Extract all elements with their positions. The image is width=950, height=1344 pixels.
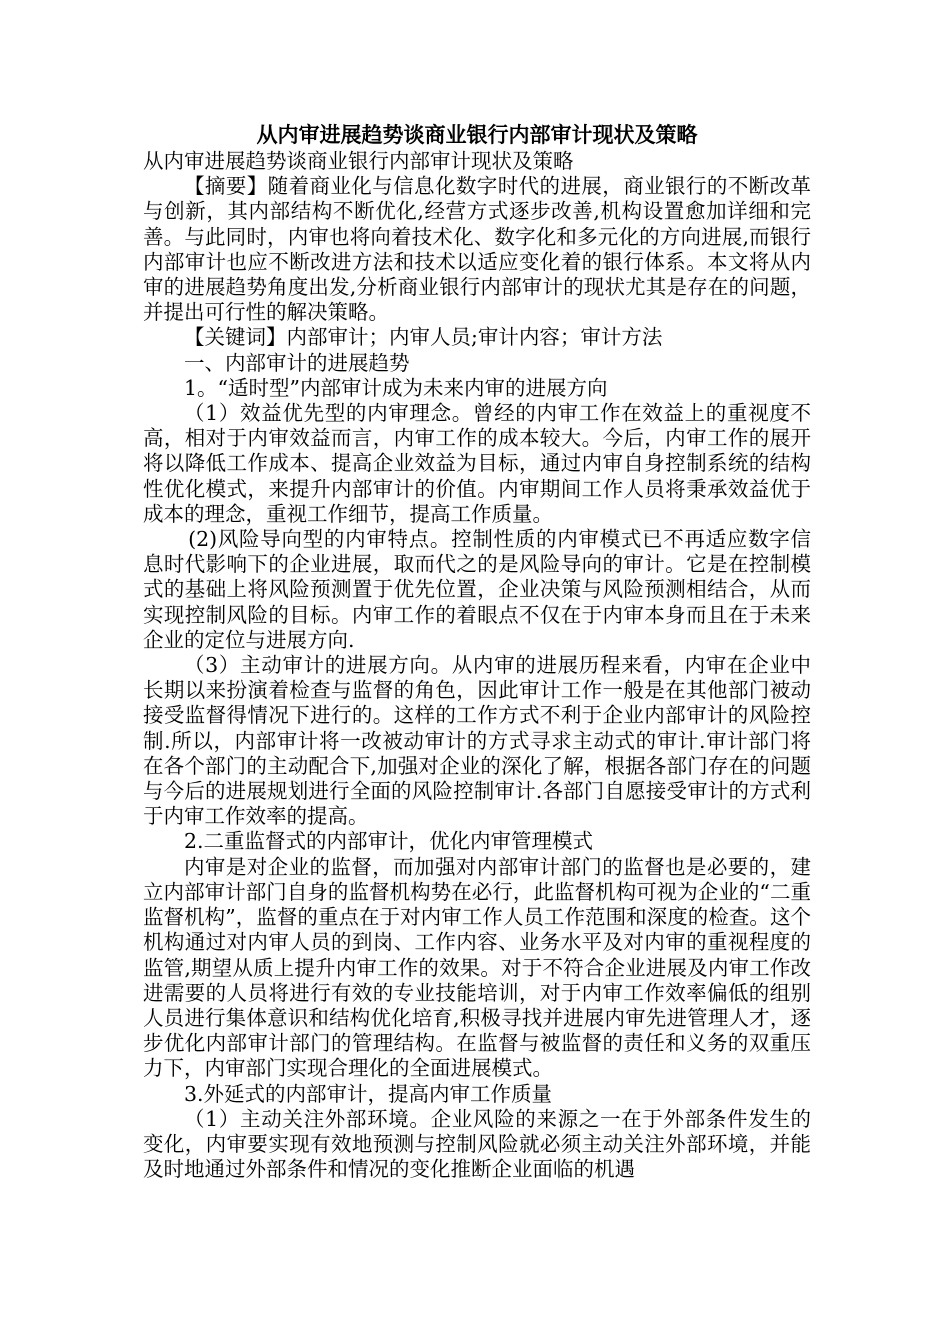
subsection-heading-3: 3.外延式的内部审计，提高内审工作质量 xyxy=(184,1081,553,1106)
paragraph-3-1: （1）主动关注外部环境。企业风险的来源之一在于外部条件发生的变化，内审要实现有效地预测与控制风险就必须主动关注外部环境，并能及时地通过外部条件和情况的变化推断企业面临的机遇 xyxy=(143,1106,811,1182)
document-body xyxy=(143,121,811,1182)
document-subtitle: 从内审进展趋势谈商业银行内部审计现状及策略 xyxy=(143,149,574,173)
section-heading-1: 一、内部审计的进展趋势 xyxy=(184,350,410,375)
paragraph-1-3: （3）主动审计的进展方向。从内审的进展历程来看，内审在企业中长期以来扮演着检查与监督的角色，因此审计工作一般是在其他部门被动接受监督得情况下进行的。这样的工作方式不利于企业内部审计的风险控制.所以，内部审计将一改被动审计的方式寻求主动式的审计.审计部门将在各个部门的主动配合下,加强对企业的深化了解，根据各部门存在的问题与今后的进展规划进行全面的风险控制审计.各部门自愿接受审计的方式利于内审工作效率的提高。 xyxy=(143,653,811,829)
paragraph-2-1: 内审是对企业的监督，而加强对内部审计部门的监督也是必要的，建立内部审计部门自身的监督机构势在必行，此监督机构可视为企业的“二重监督机构”，监督的重点在于对内审工作人员工作范围和深度的检查。这个机构通过对内审人员的到岗、工作内容、业务水平及对内审的重视程度的监管,期望从质上提升内审工作的效果。对于不符合企业进展及内审工作改进需要的人员将进行有效的专业技能培训，对于内审工作效率偏低的组别人员进行集体意识和结构优化培育,积极寻找并进展内审先进管理人才，逐步优化内部审计部门的管理结构。在监督与被监督的责任和义务的双重压力下，内审部门实现合理化的全面进展模式。 xyxy=(143,854,811,1081)
paragraph-1-2: (2)风险导向型的内审特点。控制性质的内审模式已不再适应数字信息时代影响下的企业进展，取而代之的是风险导向的审计。它是在控制模式的基础上将风险预测置于优先位置，企业决策与风险预测相结合，从而实现控制风险的目标。内审工作的着眼点不仅在于内审本身而且在于未来企业的定位与进展方向. xyxy=(143,527,811,652)
abstract-paragraph: 【摘要】随着商业化与信息化数字时代的进展，商业银行的不断改革与创新，其内部结构不断优化,经营方式逐步改善,机构设置愈加详细和完善。与此同时，内审也将向着技术化、数字化和多元化的方向进展,而银行内部审计也应不断改进方法和技术以适应变化着的银行体系。本文将从内审的进展趋势角度出发,分析商业银行内部审计的现状尤其是存在的问题，并提出可行性的解决策略。 xyxy=(143,174,811,325)
subsection-heading-1: 1。“适时型”内部审计成为未来内审的进展方向 xyxy=(184,375,608,400)
keywords-paragraph: 【关键词】内部审计；内审人员;审计内容；审计方法 xyxy=(184,325,663,350)
subsection-heading-2: 2.二重监督式的内部审计，优化内审管理模式 xyxy=(184,829,594,854)
paragraph-1-1: （1）效益优先型的内审理念。曾经的内审工作在效益上的重视度不高，相对于内审效益而言，内审工作的成本较大。今后，内审工作的展开将以降低工作成本、提高企业效益为目标，通过内审自身控制系统的结构性优化模式，来提升内部审计的价值。内审期间工作人员将秉承效益优于成本的理念，重视工作细节，提高工作质量。 xyxy=(143,401,811,526)
document-title: 从内审进展趋势谈商业银行内部审计现状及策略 xyxy=(256,122,698,147)
